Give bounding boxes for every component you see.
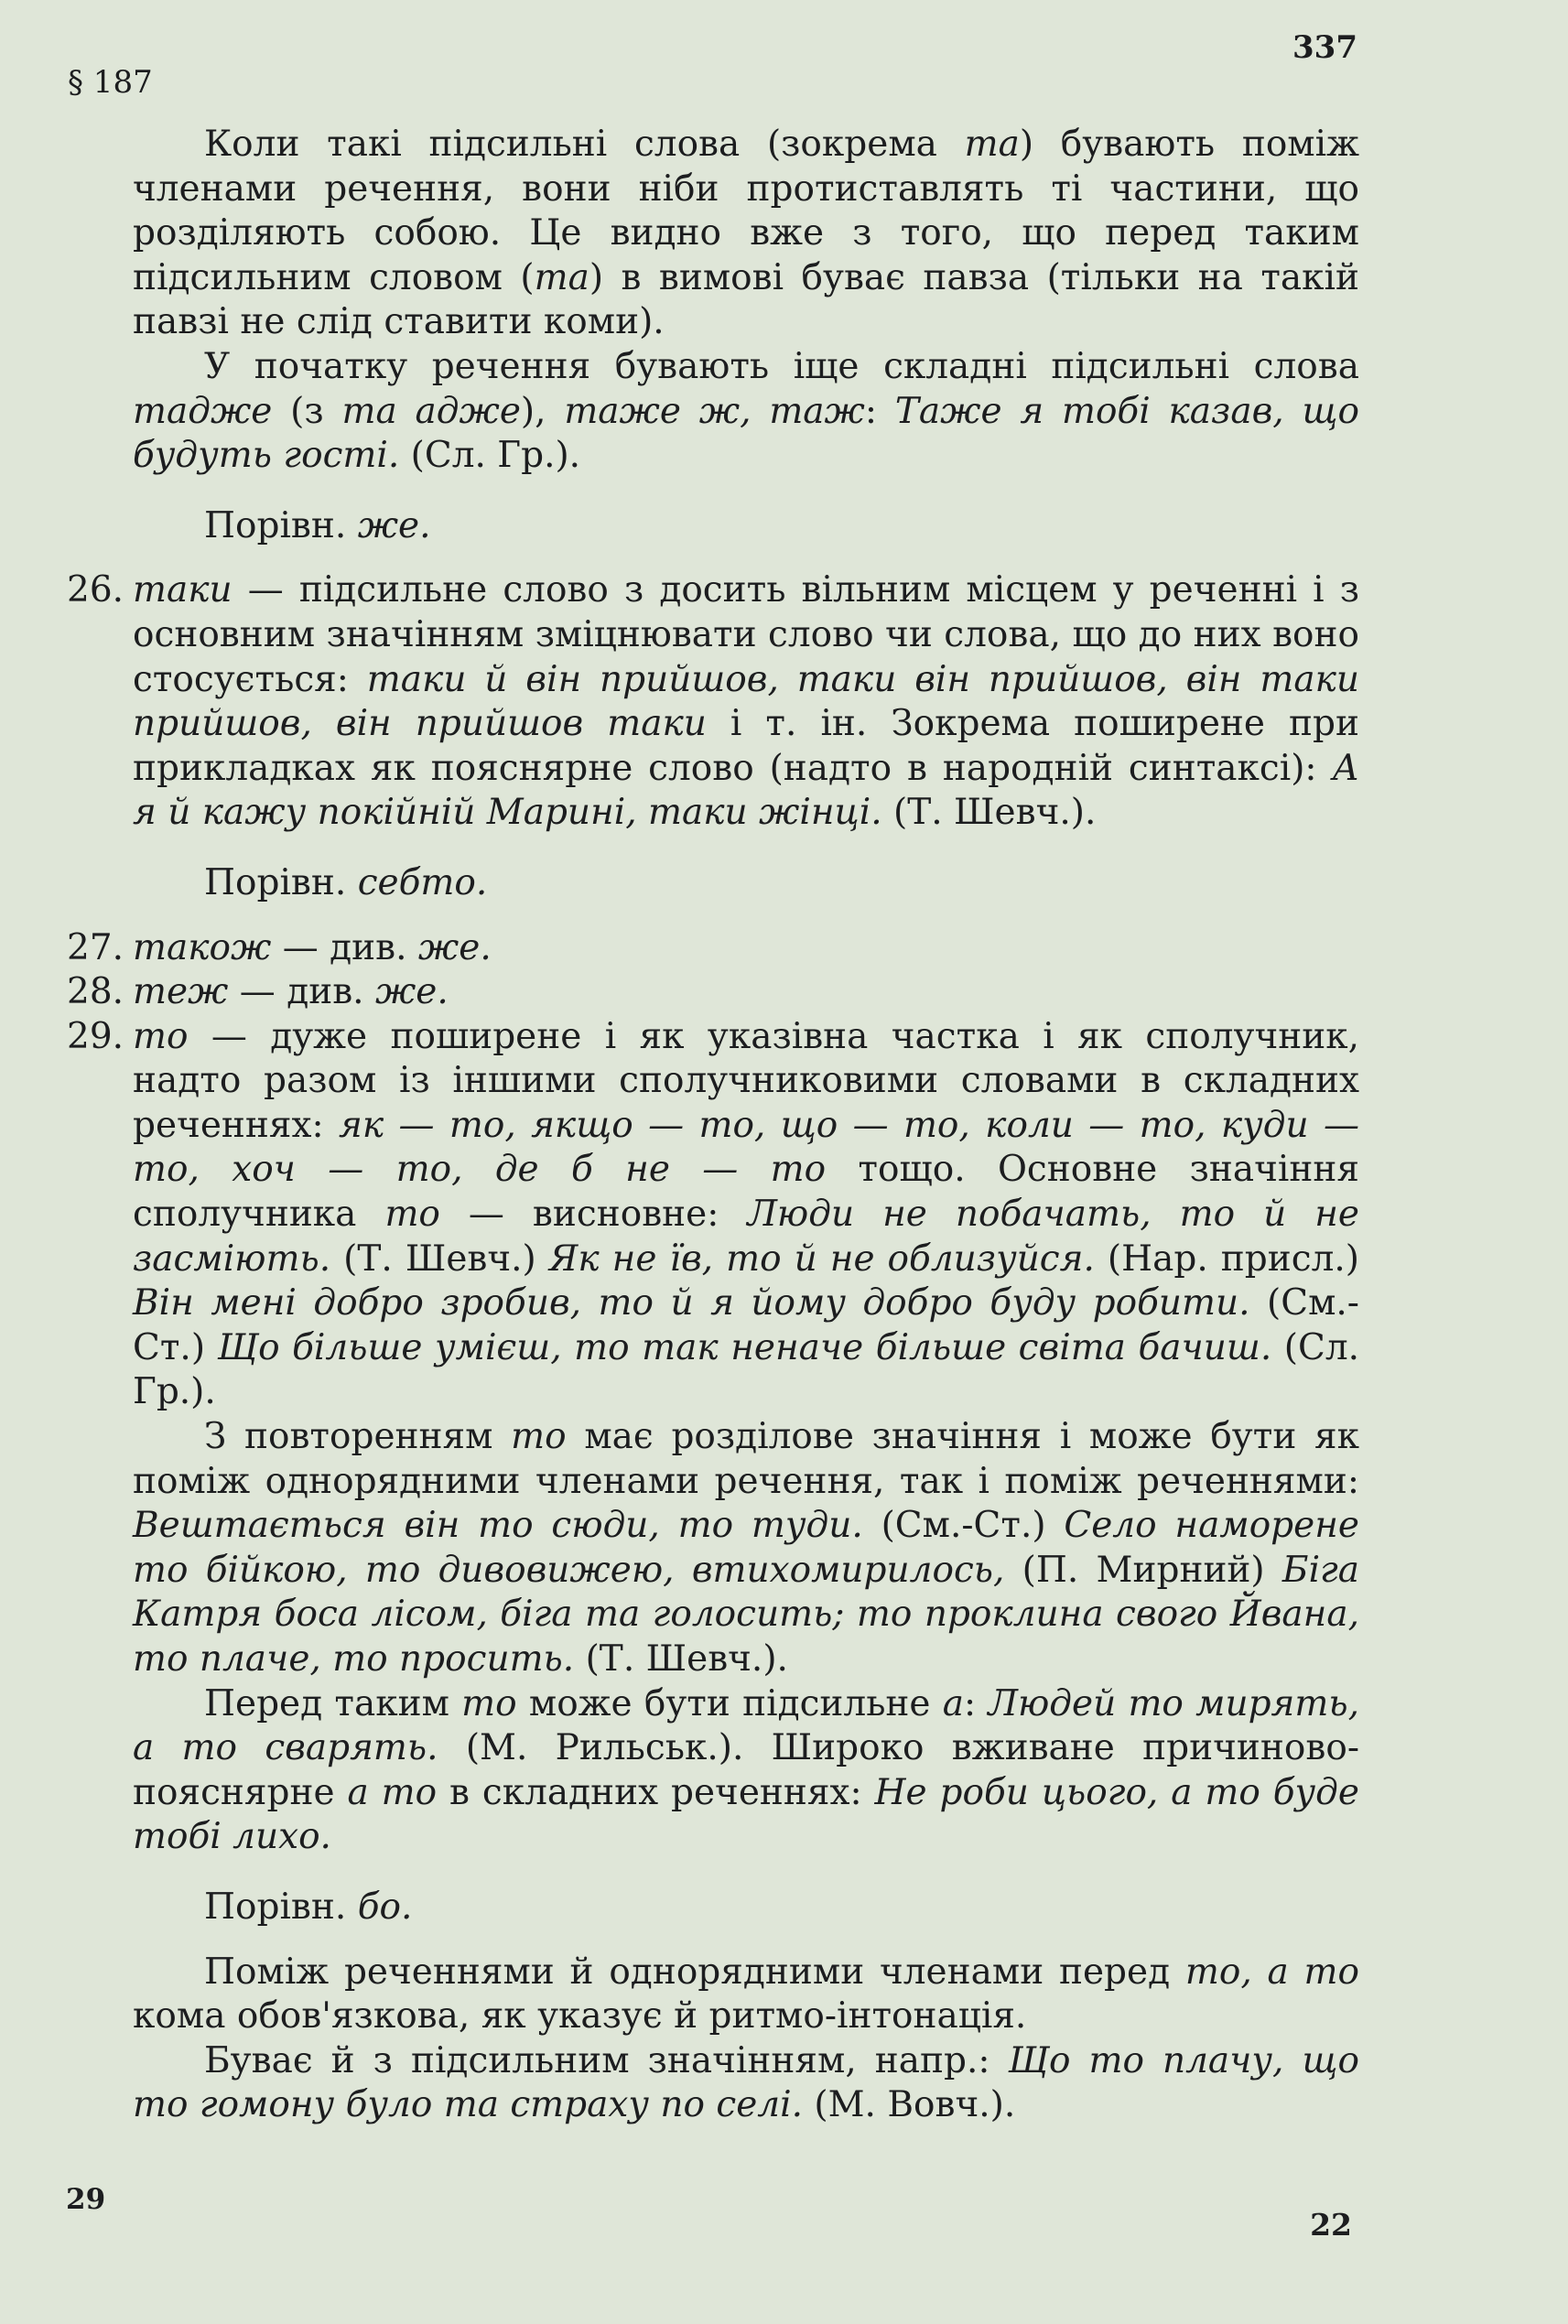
italic-run: то bbox=[461, 1682, 517, 1724]
text-run: Перед таким bbox=[204, 1682, 462, 1724]
text-run: (Т. Шевч.). bbox=[881, 792, 1097, 834]
paragraph bbox=[133, 1415, 1359, 1682]
text-run: Порівн. bbox=[204, 504, 358, 546]
italic-run: то, а то bbox=[1184, 1951, 1359, 1993]
italic-run: Вештається він то сюди, то туди. bbox=[133, 1505, 863, 1547]
text-run: Буває й з підсильним значінням, напр.: bbox=[204, 2039, 1009, 2081]
italic-run: Що то плачу, що то гомону було та страху по селі. bbox=[133, 2039, 1359, 2126]
italic-run: Що більше умієш, то так неначе більше світа бачиш. bbox=[217, 1326, 1272, 1368]
item-text bbox=[133, 568, 1359, 836]
text-run: (Т. Шевч.) bbox=[330, 1238, 549, 1280]
item-number: 28. bbox=[67, 971, 124, 1013]
paragraph bbox=[133, 1951, 1359, 2039]
text-run: (М. Рильськ.). Широко вживане причиново-пояснярне bbox=[133, 1727, 1359, 1813]
text-run: в складних реченнях: bbox=[437, 1771, 875, 1813]
text-run: і т. ін. Зокрема поширене при прикладках як пояснярне слово (надто в народній синтаксі): bbox=[133, 703, 1359, 789]
italic-run: же. bbox=[374, 971, 449, 1013]
italic-run: також bbox=[133, 926, 272, 968]
signature-mark-right: 22 bbox=[1310, 2207, 1352, 2243]
item-text bbox=[133, 1015, 1359, 1415]
text-run: Порівн. bbox=[204, 1886, 358, 1928]
italic-run: та bbox=[534, 256, 589, 298]
text-run: ) бувають поміж членами речення, вони ніби протиставлять ті частини, що розділяють собою. Це видно вже з того, що перед таким підсильним словом ( bbox=[133, 124, 1359, 298]
italic-run: то bbox=[133, 1015, 189, 1057]
italic-run: то bbox=[384, 1194, 440, 1236]
text-run: Коли такі підсильні слова (зокрема bbox=[204, 124, 965, 165]
page-number: 337 bbox=[1292, 29, 1357, 66]
italic-run: же. bbox=[417, 926, 492, 968]
italic-run: а то bbox=[347, 1771, 438, 1813]
list-item bbox=[67, 970, 1359, 1015]
text-run: кома обов'язкова, як указує й ритмо-інтонація. bbox=[133, 1995, 1027, 2038]
text-run: — дуже поширене і як указівна частка і як сполучник, надто разом із іншими сполучниковими словами в складних реченнях: bbox=[133, 1015, 1359, 1146]
italic-run: таки bbox=[133, 569, 232, 611]
text-run: Порівн. bbox=[204, 861, 358, 903]
italic-run: Люди не побачать, то й не засміють. bbox=[133, 1194, 1359, 1280]
text-run: : bbox=[964, 1682, 989, 1724]
text-run: (Нар. присл.) bbox=[1094, 1238, 1359, 1280]
italic-run: таже ж, таж bbox=[564, 390, 865, 432]
item-text bbox=[133, 970, 1359, 1015]
italic-run: Таже я тобі казав, що будуть гості. bbox=[133, 390, 1359, 477]
compare-note bbox=[204, 504, 1359, 549]
italic-run: бо. bbox=[357, 1886, 413, 1928]
italic-run: а bbox=[942, 1682, 965, 1724]
text-run: ) в вимові буває павза (тільки на такій павзі не слід ставити коми). bbox=[133, 256, 1360, 343]
paragraph bbox=[133, 1682, 1359, 1860]
text-run: (Т. Шевч.). bbox=[574, 1638, 788, 1680]
italic-run: тадже bbox=[133, 390, 273, 432]
section-mark: § 187 bbox=[68, 64, 153, 101]
item-number: 29. bbox=[67, 1015, 124, 1057]
list-item bbox=[67, 1015, 1360, 1415]
italic-run: як — то, якщо — то, що — то, коли — то, куди — то, хоч — то, де б не — то bbox=[133, 1104, 1359, 1191]
italic-run: А я й кажу покійній Марині, таки жінці. bbox=[133, 747, 1359, 834]
text-run: ), bbox=[520, 390, 565, 432]
text-run: має розділове значіння і може бути як поміж однорядними членами речення, так і поміж реченнями: bbox=[133, 1416, 1359, 1502]
italic-run: та адже bbox=[341, 390, 521, 432]
compare-note bbox=[204, 1886, 1359, 1930]
page-body bbox=[67, 123, 1360, 2128]
italic-run: та bbox=[964, 124, 1020, 165]
text-run: — підсильне слово з досить вільним місцем у реченні і з основним значінням зміцнювати слово чи слова, що до них воно стосується: bbox=[133, 569, 1359, 700]
italic-run: себто. bbox=[357, 861, 488, 903]
list-item bbox=[67, 568, 1359, 836]
italic-run: таки й він прийшов, таки він прийшов, він таки прийшов, він прийшов таки bbox=[133, 658, 1359, 745]
text-run: — див. bbox=[228, 971, 375, 1013]
text-run: (П. Мирний) bbox=[1004, 1549, 1282, 1591]
paragraph bbox=[133, 345, 1359, 479]
text-run: (См.-Ст.) bbox=[862, 1505, 1065, 1547]
text-run: (з bbox=[272, 390, 342, 432]
italic-run: Біга Катря боса лісом, біга та голосить; то проклина свого Йвана, то плаче, то просить. bbox=[133, 1549, 1359, 1680]
text-run: (Сл. Гр.). bbox=[399, 435, 581, 477]
italic-run: Людей то мирять, а то сварять. bbox=[133, 1682, 1359, 1769]
item-number: 26. bbox=[67, 569, 124, 611]
item-number: 27. bbox=[67, 926, 124, 968]
text-run: З повторенням bbox=[204, 1416, 512, 1458]
italic-run: теж bbox=[133, 971, 229, 1013]
text-run: (Сл. Гр.). bbox=[133, 1326, 1360, 1413]
italic-run: Він мені добро зробив, то й я йому добро буду робити. bbox=[133, 1282, 1250, 1324]
paragraph bbox=[133, 123, 1359, 345]
text-run: може бути підсильне bbox=[516, 1682, 943, 1724]
italic-run: Як не їв, то й не облизуйся. bbox=[548, 1238, 1095, 1280]
text-run: (М. Вовч.). bbox=[803, 2084, 1016, 2126]
text-run: : bbox=[864, 390, 895, 432]
italic-run: Село наморене то бійкою, то дивовижею, втихомирилось, bbox=[133, 1505, 1359, 1591]
list-item bbox=[67, 926, 1359, 971]
item-text bbox=[133, 926, 1359, 971]
italic-run: Не роби цього, а то буде тобі лихо. bbox=[133, 1771, 1359, 1858]
paragraph bbox=[133, 2039, 1359, 2128]
signature-mark-left: 29 bbox=[66, 2183, 106, 2216]
text-run: — див. bbox=[271, 926, 418, 968]
text-run: У початку речення бувають іще складні підсильні слова bbox=[204, 345, 1359, 387]
text-run: Поміж реченнями й однорядними членами перед bbox=[204, 1951, 1185, 1993]
text-run: — висновне: bbox=[439, 1194, 748, 1236]
italic-run: же. bbox=[357, 504, 431, 546]
text-run: тощо. Основне значіння сполучника bbox=[133, 1149, 1359, 1236]
text-run: (См.-Ст.) bbox=[133, 1282, 1359, 1368]
compare-note bbox=[204, 861, 1359, 906]
italic-run: то bbox=[511, 1416, 567, 1458]
